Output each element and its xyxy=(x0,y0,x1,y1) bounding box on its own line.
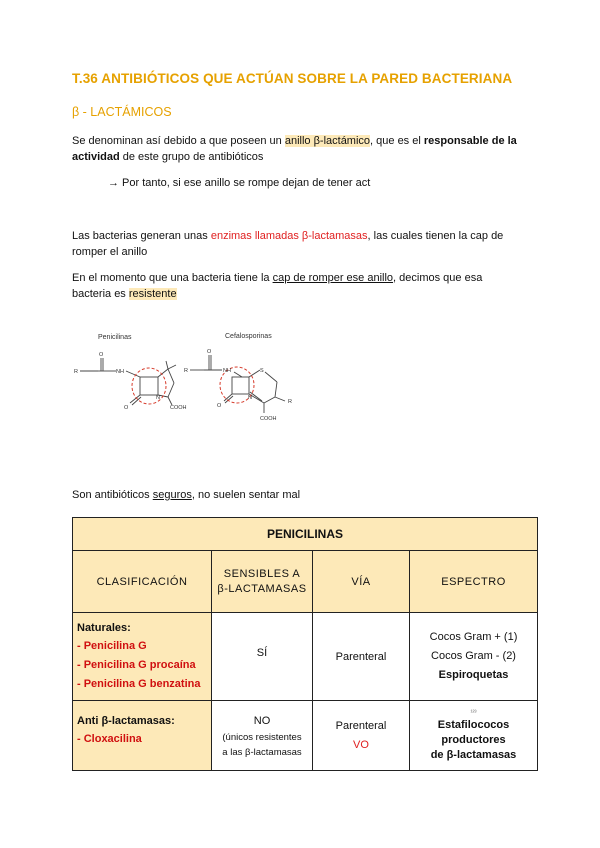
svg-text:O: O xyxy=(207,349,212,355)
col-sensibles: SENSIBLES A β-LACTAMASAS xyxy=(212,551,313,613)
red-enzimas: enzimas llamadas β-lactamasas xyxy=(210,230,368,242)
cell-estafilococos: ¹²³ Estafilococos productores de β-lactamasas xyxy=(410,701,538,771)
page-title: T.36 ANTIBIÓTICOS QUE ACTÚAN SOBRE LA PARED BACTERIANA xyxy=(72,71,513,86)
cell-espectro: Cocos Gram + (1) Cocos Gram - (2) Espiroquetas xyxy=(410,613,538,701)
svg-text:O: O xyxy=(217,403,222,409)
cell-sensible-no: NO (únicos resistentes a las β-lactamasas xyxy=(212,701,313,771)
svg-text:N: N xyxy=(248,395,252,401)
svg-text:COOH: COOH xyxy=(170,405,187,411)
paragraph-beta-lactam: Se denominan así debido a que poseen un anillo β-lactámico, que es el responsable de la actividad de este grupo de antibióticos xyxy=(72,135,517,163)
penicilinas-table xyxy=(72,517,538,771)
table-row xyxy=(73,701,538,771)
cell-via-parenteral: Parenteral xyxy=(313,613,410,701)
beta-lactam-structures-diagram xyxy=(72,325,322,425)
highlight-anillo: anillo β-lactámico xyxy=(284,135,371,147)
svg-text:O: O xyxy=(99,352,104,358)
col-clasificacion: CLASIFICACIÓN xyxy=(73,551,212,613)
svg-text:R: R xyxy=(184,368,188,374)
section-subtitle: β - LACTÁMICOS xyxy=(72,105,172,119)
paragraph-enzymes: Las bacterias generan unas enzimas llamadas β-lactamasas, las cuales tienen la cap de romper el anillo xyxy=(72,230,504,258)
label-penicilinas: Penicilinas xyxy=(98,334,132,341)
svg-text:NH: NH xyxy=(116,369,124,375)
paragraph-resistente: En el momento que una bacteria tiene la cap de romper ese anillo, decimos que esa bacteria es resistente xyxy=(72,272,483,300)
svg-text:R: R xyxy=(288,399,292,405)
svg-text:NH: NH xyxy=(223,368,231,374)
table-row xyxy=(73,613,538,701)
svg-text:N: N xyxy=(156,395,160,401)
svg-text:R: R xyxy=(74,369,78,375)
list-item: - Penicilina G xyxy=(77,639,147,652)
svg-text:COOH: COOH xyxy=(260,416,277,422)
col-espectro: ESPECTRO xyxy=(410,551,538,613)
list-item: - Cloxacilina xyxy=(77,733,142,745)
arrow-line: → Por tanto, si ese anillo se rompe dejan de tener act xyxy=(108,177,371,189)
svg-text:O: O xyxy=(124,405,129,411)
list-item: - Penicilina G procaína xyxy=(77,658,196,671)
label-cefalosporinas: Cefalosporinas xyxy=(225,333,272,340)
cell-sensible-si: SÍ xyxy=(212,613,313,701)
svg-text:S: S xyxy=(260,368,264,374)
cell-naturales: Naturales: - Penicilina G - Penicilina G procaína - Penicilina G benzatina xyxy=(73,613,212,701)
col-via: VÍA xyxy=(313,551,410,613)
table-title: PENICILINAS xyxy=(73,518,538,551)
list-item: - Penicilina G benzatina xyxy=(77,677,201,690)
cell-via-parenteral-vo: Parenteral VO xyxy=(313,701,410,771)
cell-anti-betalactamasas: Anti β-lactamasas: - Cloxacilina xyxy=(73,701,212,771)
paragraph-seguros: Son antibióticos seguros, no suelen sentar mal xyxy=(72,489,301,501)
